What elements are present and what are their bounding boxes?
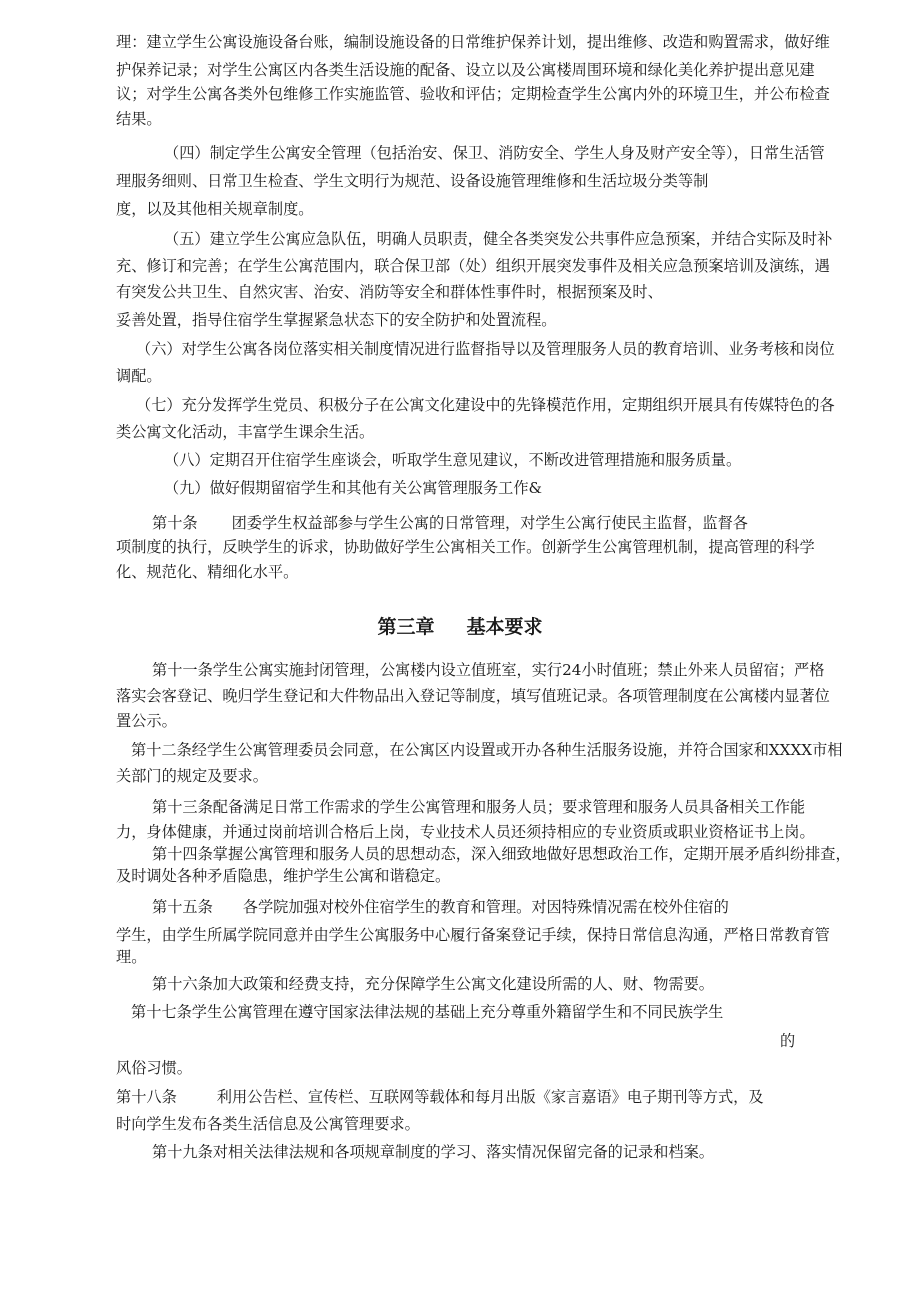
text-line: （六）对学生公寓各岗位落实相关制度情况进行监督指导以及管理服务人员的教育培训、业务考核和岗位 xyxy=(136,340,835,358)
text-line: 妥善处置，指导住宿学生掌握紧急状态下的安全防护和处置流程。 xyxy=(116,311,557,329)
chapter-title: 基本要求 xyxy=(466,616,543,638)
text-line: （五）建立学生公寓应急队伍，明确人员职责，健全各类突发公共事件应急预案，并结合实际及时补 xyxy=(164,230,833,248)
text-line: 置公示。 xyxy=(116,712,177,730)
text-line: 类公寓文化活动，丰富学生课余生活。 xyxy=(116,423,375,441)
text-line: 风俗习惯。 xyxy=(116,1059,192,1077)
text-line: 关部门的规定及要求。 xyxy=(116,767,268,785)
text-line: （九）做好假期留宿学生和其他有关公寓管理服务工作& xyxy=(164,479,543,497)
text-line: 及时调处各种矛盾隐患，维护学生公寓和谐稳定。 xyxy=(116,867,451,885)
text-line: （八）定期召开住宿学生座谈会，听取学生意见建议，不断改进管理措施和服务质量。 xyxy=(164,451,742,469)
text-line: 化、规范化、精细化水平。 xyxy=(116,563,299,581)
text-line: 度，以及其他相关规章制度。 xyxy=(116,200,314,218)
text-line: 议；对学生公寓各类外包维修工作实施监管、验收和评估；定期检查学生公寓内外的环境卫生，并公布检查 xyxy=(116,85,830,103)
text-line: 第十六条加大政策和经费支持，充分保障学生公寓文化建设所需的人、财、物需要。 xyxy=(152,975,714,993)
text-line: 理服务细则、日常卫生检查、学生文明行为规范、设备设施管理维修和生活垃圾分类等制 xyxy=(116,172,709,190)
text-line: 有突发公共卫生、自然灾害、治安、消防等安全和群体性事件时，根据预案及时、 xyxy=(116,283,663,301)
text-line: 的 xyxy=(780,1032,796,1050)
text-line: （七）充分发挥学生党员、积极分子在公寓文化建设中的先锋模范作用，定期组织开展具有传媒特色的各 xyxy=(136,396,835,414)
chapter-number: 第三章 xyxy=(377,616,435,638)
chapter-heading xyxy=(0,614,920,640)
text-line: 护保养记录；对学生公寓区内各类生活设施的配备、设立以及公寓楼周围环境和绿化美化养护提出意见建 xyxy=(116,61,815,79)
text-line: 力，身体健康，并通过岗前培训合格后上岗，专业技术人员还须持相应的专业资质或职业资格证书上岗。 xyxy=(116,823,815,841)
text-line: 充、修订和完善；在学生公寓范围内，联合保卫部（处）组织开展突发事件及相关应急预案培训及演练，遇 xyxy=(116,257,830,275)
text-line: 第十三条配备满足日常工作需求的学生公寓管理和服务人员；要求管理和服务人员具备相关工作能 xyxy=(152,798,806,816)
article-text: 利用公告栏、宣传栏、互联网等载体和每月出版《家言嘉语》电子期刊等方式，及 xyxy=(216,1088,764,1106)
article-label: 第十八条 xyxy=(116,1088,177,1106)
text-line: （四）制定学生公寓安全管理（包括治安、保卫、消防安全、学生人身及财产安全等），日常生活管 xyxy=(164,144,825,162)
text-line: 第十七条学生公寓管理在遵守国家法律法规的基础上充分尊重外籍留学生和不同民族学生 xyxy=(131,1003,724,1021)
text-line: 第十二条经学生公寓管理委员会同意，在公寓区内设置或开办各种生活服务设施，并符合国家和XXXX市相 xyxy=(131,741,843,759)
text-line: 第十九条对相关法律法规和各项规章制度的学习、落实情况保留完备的记录和档案。 xyxy=(152,1143,714,1161)
article-label: 第十条 xyxy=(152,514,198,532)
text-line xyxy=(152,897,729,917)
text-line xyxy=(152,513,748,533)
text-line: 调配。 xyxy=(116,367,162,385)
text-line: 落实会客登记、晚归学生登记和大件物品出入登记等制度，填写值班记录。各项管理制度在公寓楼内显著位 xyxy=(116,687,830,705)
text-line: 学生，由学生所属学院同意并由学生公寓服务中心履行备案登记手续，保持日常信息沟通，严格日常教育管 xyxy=(116,926,830,944)
article-label: 第十五条 xyxy=(152,898,213,916)
text-line: 第十四条掌握公寓管理和服务人员的思想动态，深入细致地做好思想政治工作，定期开展矛盾纠纷排查， xyxy=(152,845,851,863)
text-line: 项制度的执行，反映学生的诉求，协助做好学生公寓相关工作。创新学生公寓管理机制，提高管理的科学 xyxy=(116,538,815,556)
text-line: 理。 xyxy=(116,948,147,966)
text-line: 第十一条学生公寓实施封闭管理，公寓楼内设立值班室，实行24小时值班；禁止外来人员留宿；严格 xyxy=(152,661,825,679)
text-line: 理：建立学生公寓设施设备台账，编制设施设备的日常维护保养计划，提出维修、改造和购置需求，做好维 xyxy=(116,33,830,51)
text-line: 时向学生发布各类生活信息及公寓管理要求。 xyxy=(116,1115,420,1133)
text-line xyxy=(116,1087,764,1107)
article-text: 各学院加强对校外住宿学生的教育和管理。对因特殊情况需在校外住宿的 xyxy=(242,898,729,916)
article-text: 团委学生权益部参与学生公寓的日常管理，对学生公寓行使民主监督，监督各 xyxy=(231,514,748,532)
text-line: 结果。 xyxy=(116,110,162,128)
